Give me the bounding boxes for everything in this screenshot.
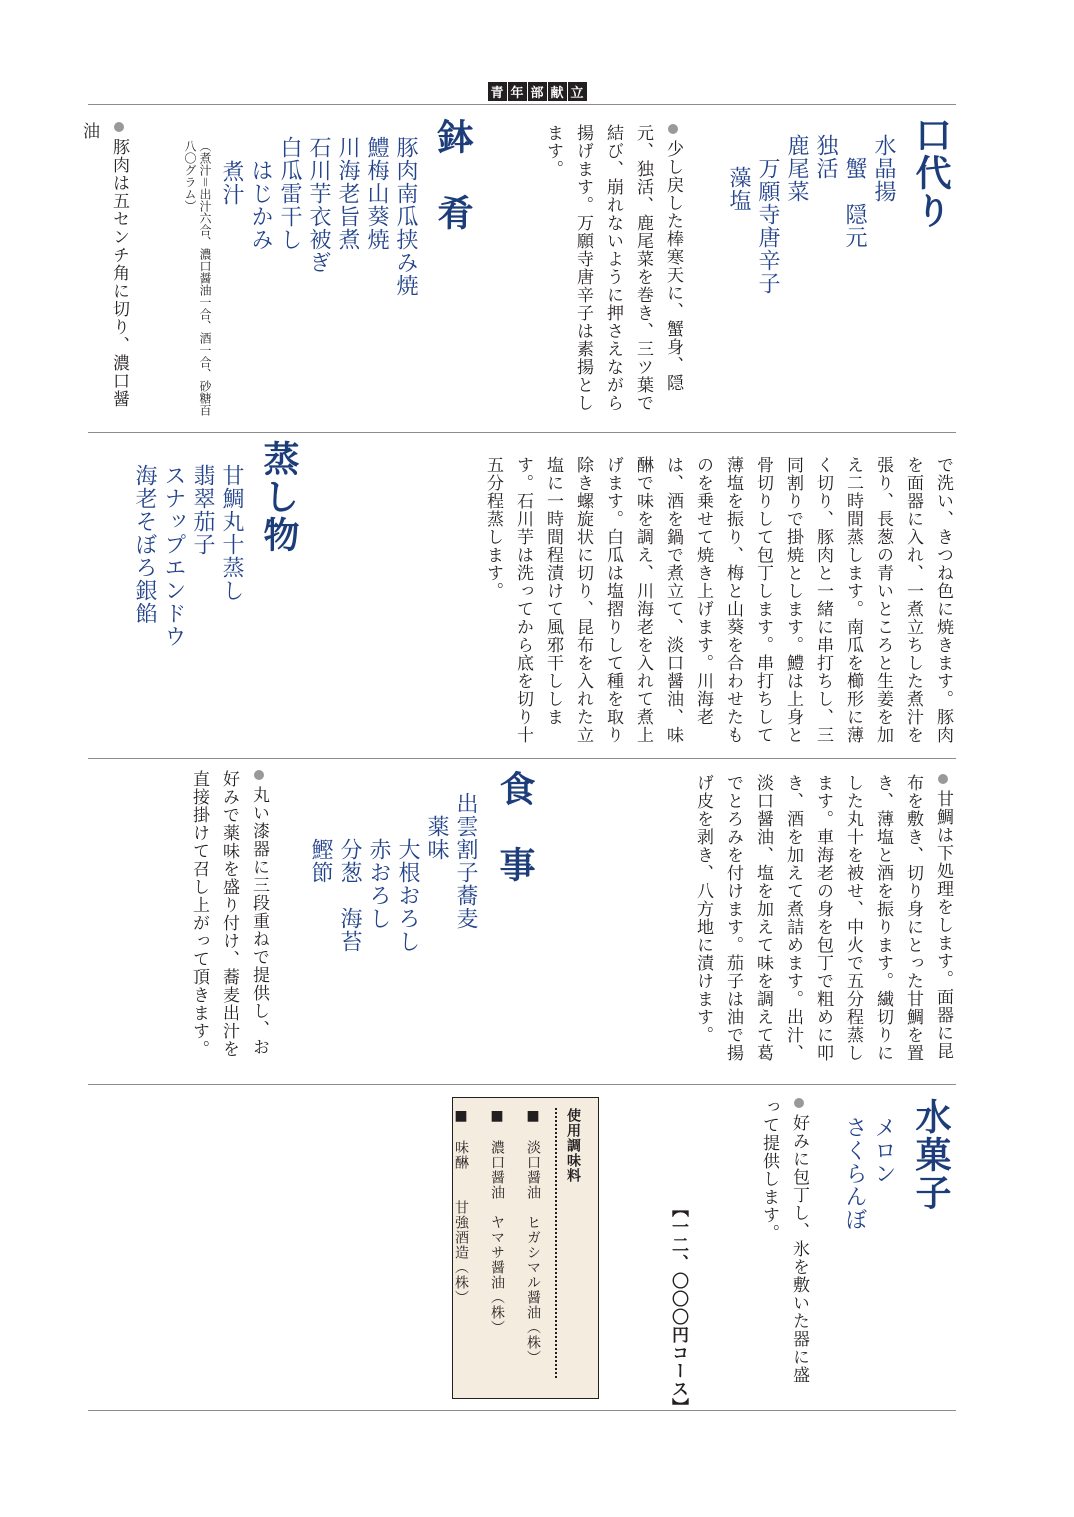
divider bbox=[88, 1084, 956, 1085]
shokuji-dish: 薬味 bbox=[424, 792, 449, 861]
mushimono-dish: 海老そぼろ銀餡 bbox=[132, 464, 157, 625]
header-char: 年 bbox=[508, 82, 527, 101]
mizugashi-dish: メロン bbox=[871, 1116, 896, 1185]
seasoning-item: ■ 濃口醤油 ヤマサ醤油（株） bbox=[489, 1108, 505, 1335]
bullet-icon bbox=[938, 774, 948, 784]
mushimono-dish: 翡翠茄子 bbox=[190, 464, 215, 556]
shokuji-dish: 大根おろし bbox=[395, 792, 420, 953]
shokuji-dish: 出雲割子蕎麦 bbox=[453, 792, 478, 930]
header-char: 献 bbox=[548, 82, 567, 101]
seasoning-item: ■ 淡口醤油 ヒガシマル醤油（株） bbox=[525, 1108, 541, 1365]
divider bbox=[88, 432, 956, 433]
shokuji-dish: 鰹節 bbox=[308, 792, 333, 884]
divider bbox=[88, 104, 956, 105]
mizugashi-dish: さくらんぼ bbox=[842, 1116, 867, 1231]
header-char: 青 bbox=[488, 82, 507, 101]
course-price: 【一二、〇〇〇円コース】 bbox=[668, 1200, 688, 1416]
bullet-icon bbox=[254, 770, 264, 780]
hachizakana-dish: 鱧梅山葵焼 bbox=[364, 136, 389, 251]
kuchidori-dish: 蟹 隠元 bbox=[842, 134, 867, 249]
shokuji-note: 丸い漆器に三段重ねで提供し、お好みで薬味を盛り付け、蕎麦出汁を直接掛けて召し上がって頂きます。 bbox=[189, 770, 269, 1058]
hachizakana-note-cont: で洗い、きつね色に焼きます。豚肉を面器に入れ、一煮立ちした煮汁を張り、長葱の青いところと生姜を加え二時間蒸します。南瓜を櫛形に薄く切り、豚肉と一緒に串打ちし、三同割りで掛焼とします。鱧は上身と骨切りして包丁します。串打ちして薄塩を振り、梅と山葵を合わせたものを乗せて焼き上げます。川海老は、酒を鍋で煮立て、淡口醤油、味醂で味を調え、川海老を入れて煮上げます。白瓜は塩摺りして種を取り除き螺旋状に切り、昆布を入れた立塩に一時間程漬けて風邪干しします。石川芋は洗ってから底を切り十五分程蒸します。 bbox=[483, 456, 953, 744]
kuchidori-dish: 独活 bbox=[813, 134, 838, 180]
mushimono-note: 甘鯛は下処理をします。面器に昆布を敷き、切り身にとった甘鯛を置き、薄塩と酒を振ります。繊切りにした丸十を被せ、中火で五分程蒸します。車海老の身を包丁で粗めに叩き、酒を加えて煮詰めます。出汁、淡口醤油、塩を加えて味を調えて葛でとろみを付けます。茄子は油で揚げ皮を剥き、八方地に漬けます。 bbox=[693, 774, 953, 1062]
header-char: 部 bbox=[528, 82, 547, 101]
hachizakana-dish: 白瓜雷干し bbox=[277, 136, 302, 251]
header-char: 立 bbox=[568, 82, 587, 101]
kuchidori-dish: 藻塩 bbox=[726, 166, 751, 212]
kuchidori-dish: 水晶揚 bbox=[871, 134, 896, 203]
bullet-icon bbox=[794, 1098, 804, 1108]
mushimono-dish: スナップエンドウ bbox=[161, 464, 186, 648]
seasonings-box bbox=[452, 1097, 599, 1399]
kuchidori-dish: 鹿尾菜 bbox=[784, 134, 809, 203]
divider bbox=[88, 1410, 956, 1411]
hachizakana-dish: 豚肉南瓜挟み焼 bbox=[393, 136, 418, 297]
hachizakana-dish: はじかみ bbox=[248, 136, 273, 251]
bullet-icon bbox=[668, 124, 678, 134]
mizugashi-title: 水菓子 bbox=[910, 1098, 951, 1212]
mizugashi-note: 好みに包丁し、氷を敷いた器に盛って提供します。 bbox=[759, 1098, 809, 1384]
shokuji-title: 食 事 bbox=[494, 770, 535, 884]
seasonings-title: 使用調味料 bbox=[555, 1108, 583, 1378]
divider bbox=[88, 758, 956, 759]
hachizakana-dish: 石川芋衣被ぎ bbox=[306, 136, 331, 274]
mushimono-dish: 甘鯛丸十蒸し bbox=[219, 464, 244, 602]
page-header bbox=[0, 82, 1074, 101]
hachizakana-note-start: 豚肉は五センチ角に切り、濃口醤油 bbox=[79, 122, 129, 408]
broth-note: （煮汁＝出汁六合、濃口醤油一合、酒一合、砂糖百八〇グラム） bbox=[183, 140, 212, 417]
kuchidori-dish: 万願寺唐辛子 bbox=[755, 134, 780, 295]
kuchidori-note: 少し戻した棒寒天に、蟹身、隠元、独活、鹿尾菜を巻き、三ツ葉で結び、崩れないように押さえながら揚げます。万願寺唐辛子は素揚とします。 bbox=[543, 124, 683, 412]
bullet-icon bbox=[114, 122, 124, 132]
shokuji-dish: 赤おろし bbox=[366, 792, 391, 930]
kuchidori-title: 口代り bbox=[910, 116, 951, 230]
mushimono-title: 蒸し物 bbox=[258, 440, 299, 554]
shokuji-dish: 分葱 海苔 bbox=[337, 792, 362, 953]
hachizakana-title: 鉢 肴 bbox=[432, 118, 473, 232]
seasoning-item: ■ 味醂 甘強酒造（株） bbox=[453, 1108, 469, 1305]
hachizakana-dish: 煮汁 bbox=[219, 160, 244, 206]
hachizakana-dish: 川海老旨煮 bbox=[335, 136, 360, 251]
